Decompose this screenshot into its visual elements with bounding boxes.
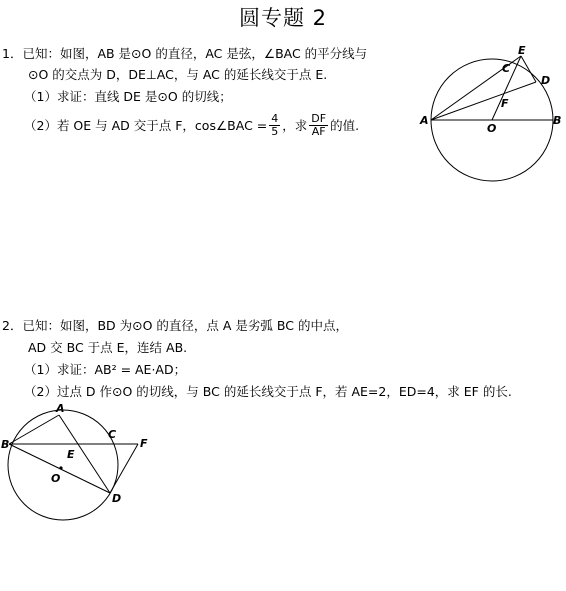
problem1-cos-numerator: 4 bbox=[271, 112, 279, 125]
label-c: C bbox=[108, 428, 117, 441]
label-a: A bbox=[56, 402, 65, 415]
problem1-ratio-numerator: DF bbox=[311, 112, 327, 125]
label-f: F bbox=[140, 437, 148, 450]
label-b: B bbox=[553, 114, 562, 127]
label-o: O bbox=[487, 122, 497, 135]
problem2-q1-prefix: （1）求证： bbox=[24, 362, 95, 377]
problem1-ratio-fraction bbox=[309, 113, 328, 138]
problem2-question2: （2）过点 D 作⊙O 的切线，与 BC 的延长线交于点 F，若 AE=2，ED=4，求 EF 的长. bbox=[24, 384, 512, 399]
label-e: E bbox=[518, 44, 526, 57]
segment-ab bbox=[9, 415, 59, 444]
label-o: O bbox=[51, 472, 61, 485]
problem1-question2 bbox=[24, 113, 359, 138]
problem2-statement-line1: 2．已知：如图，BD 为⊙O 的直径，点 A 是劣弧 BC 的中点， bbox=[2, 318, 348, 333]
problem1-q2-prefix: （2）若 OE 与 AD 交于点 F，cos∠BAC = bbox=[24, 117, 268, 133]
tangent-df bbox=[110, 444, 138, 493]
label-a: A bbox=[420, 114, 429, 127]
label-e: E bbox=[67, 448, 75, 461]
label-d: D bbox=[541, 74, 551, 87]
circle-o bbox=[8, 410, 118, 520]
problem1-question1: （1）求证：直线 DE 是⊙O 的切线； bbox=[24, 89, 232, 104]
segment-de bbox=[521, 56, 536, 82]
label-d: D bbox=[112, 492, 122, 505]
center-point bbox=[59, 466, 62, 469]
segment-ad bbox=[431, 82, 536, 120]
problem2-question1 bbox=[24, 361, 186, 379]
problem1-statement-line2: ⊙O 的交点为 D，DE⊥AC，与 AC 的延长线交于点 E. bbox=[28, 67, 328, 82]
problem1-statement-line1: 1．已知：如图，AB 是⊙O 的直径，AC 是弦，∠BAC 的平分线与 bbox=[2, 46, 368, 61]
label-f: F bbox=[501, 97, 509, 110]
problem2-statement-line2: AD 交 BC 于点 E，连结 AB. bbox=[28, 340, 188, 355]
label-c: C bbox=[502, 62, 511, 75]
problem1-figure bbox=[415, 40, 565, 190]
page-title: 圆专题 2 bbox=[238, 6, 328, 30]
label-b: B bbox=[1, 438, 10, 451]
problem1-ratio-denominator: AF bbox=[311, 125, 326, 138]
problem1-cos-fraction bbox=[269, 113, 280, 138]
problem1-q2-mid: ，求 bbox=[282, 117, 308, 133]
problem2-figure bbox=[0, 400, 160, 530]
problem1-cos-denominator: 5 bbox=[271, 125, 279, 138]
problem1-q2-suffix: 的值. bbox=[330, 117, 360, 133]
problem2-q1-formula: AB² = AE·AD； bbox=[94, 362, 187, 377]
